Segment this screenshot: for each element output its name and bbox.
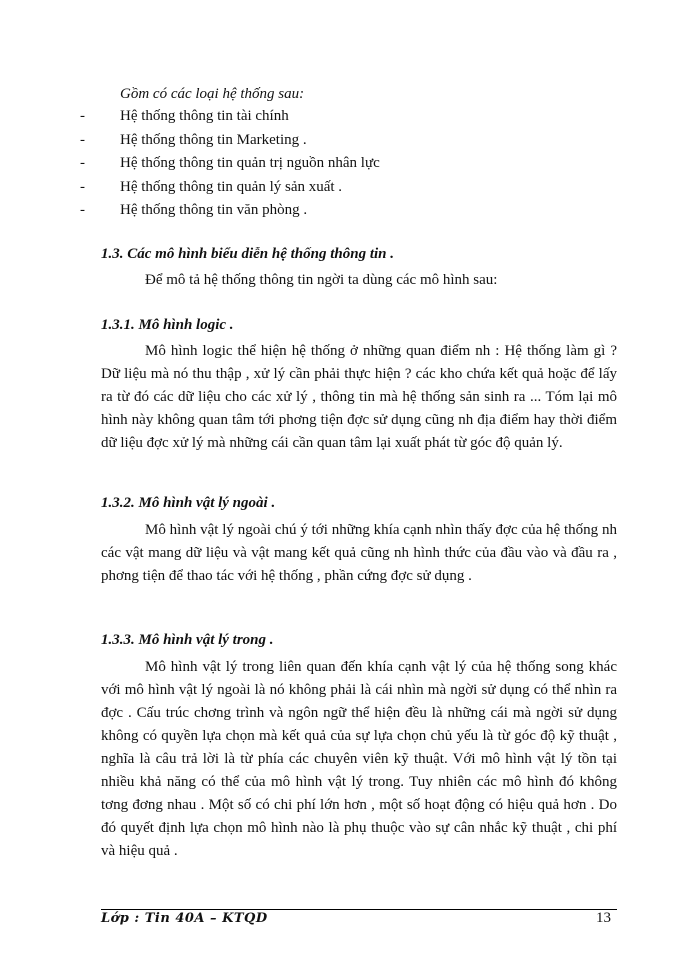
list-item bbox=[0, 132, 600, 156]
page-number: 13 bbox=[596, 910, 611, 926]
section-heading-1-3-2: 1.3.2. Mô hình vật lý ngoài . bbox=[101, 495, 276, 511]
paragraph-1-3-3: Mô hình vật lý trong liên quan đến khía cạnh vật lý của hệ thống song khác với mô hình vật lý ngoài là nó không phải là cái nhìn mà ngời sử dụng có thể nhìn ra đợc . Cấu trúc chơng trình và ngôn ngữ thể hiện đều là những cái mà ngời sử dụng không có quyền lựa chọn mà kết quả của sự lựa chọn chủ yếu là từ góc độ kỹ thuật , nghĩa là câu trả lời là từ phía các chuyên viên kỹ thuật. Với mô hình vật lý tồn tại nhiều khả năng có thể của mô hình vật lý trong. Tuy nhiên các mô hình đó không tơng đơng nhau . Một số có chi phí lớn hơn , một số hoạt động có hiệu quả hơn . Do đó quyết định lựa chọn mô hình nào là phụ thuộc vào sự cân nhắc kỹ thuật , chi phí và hiệu quả . bbox=[101, 659, 617, 859]
footer-class-label: Lớp : Tin 40A – KTQD bbox=[101, 911, 268, 926]
section-heading-1-3-3: 1.3.3. Mô hình vật lý trong . bbox=[101, 632, 274, 648]
list-item bbox=[0, 179, 600, 203]
list-item-text: Hệ thống thông tin tài chính bbox=[120, 108, 289, 124]
footer-divider bbox=[101, 909, 617, 910]
paragraph-1-3-2: Mô hình vật lý ngoài chú ý tới những khía cạnh nhìn thấy đợc của hệ thống nh các vật mang dữ liệu và vật mang kết quả cũng nh hình thức của đầu vào và đầu ra , phơng tiện để thao tác với hệ thống , phần cứng đợc sử dụng . bbox=[101, 522, 617, 584]
section-heading-1-3-1: 1.3.1. Mô hình logic . bbox=[101, 317, 234, 333]
bullet-marker: - bbox=[80, 131, 85, 148]
list-item-text: Hệ thống thông tin quản lý sản xuất . bbox=[120, 178, 343, 195]
paragraph-1-3-1: Mô hình logic thể hiện hệ thống ở những quan điểm nh : Hệ thống làm gì ? Dữ liệu mà nó thu thập , xử lý cần phải thực hiện ? các kho chứa kết quả hoặc để lấy ra từ đó các dữ liệu cho các xử lý , thông tin mà hệ thống sản sinh ra ... Tóm lại mô hình này không quan tâm tới phơng tiện đợc sử dụng cũng nh địa điểm hay thời điểm dữ liệu đợc xử lý mà những cái cần quan tâm lại xuất phát từ góc độ quản lý. bbox=[101, 343, 617, 451]
intro-line: Gồm có các loại hệ thống sau: bbox=[120, 86, 305, 102]
section-heading-1-3: 1.3. Các mô hình biểu diễn hệ thống thông tin . bbox=[101, 246, 394, 262]
list-item bbox=[0, 202, 600, 226]
list-item bbox=[0, 155, 600, 179]
paragraph-1-3: Để mô tả hệ thống thông tin ngời ta dùng các mô hình sau: bbox=[145, 272, 498, 288]
bullet-marker: - bbox=[80, 108, 85, 124]
list-item-text: Hệ thống thông tin Marketing . bbox=[120, 131, 307, 148]
list-item bbox=[0, 108, 600, 132]
bullet-list bbox=[0, 108, 600, 226]
bullet-marker: - bbox=[80, 155, 85, 171]
bullet-marker: - bbox=[80, 178, 85, 195]
list-item-text: Hệ thống thông tin văn phòng . bbox=[120, 202, 308, 218]
list-item-text: Hệ thống thông tin quản trị nguồn nhân lực bbox=[120, 155, 380, 171]
bullet-marker: - bbox=[80, 202, 85, 218]
